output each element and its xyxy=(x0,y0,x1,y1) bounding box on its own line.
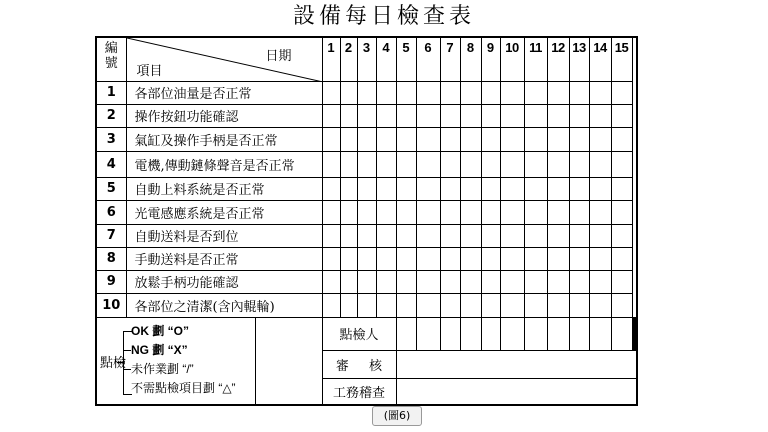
check-cell-day-9[interactable] xyxy=(481,127,500,151)
check-cell-day-14[interactable] xyxy=(589,104,611,127)
check-item-label: 光電感應系統是否正常 xyxy=(126,200,322,224)
check-cell-day-13[interactable] xyxy=(569,104,589,127)
day-header-15: 15 xyxy=(611,37,632,81)
number-header-label: 編 號 xyxy=(104,41,118,71)
table-row xyxy=(96,81,637,104)
inspector-sign-cell-day-4[interactable] xyxy=(460,317,481,350)
check-cell-day-5[interactable] xyxy=(396,200,416,224)
check-cell-day-9[interactable] xyxy=(481,104,500,127)
inspector-sign-cell-day-2[interactable] xyxy=(416,317,440,350)
inspector-sign-cell-day-7[interactable] xyxy=(524,317,547,350)
table-row xyxy=(96,151,637,177)
row-number: 1 xyxy=(96,81,126,104)
row-number: 8 xyxy=(96,247,126,270)
check-item-label: 各部位之清潔(含內輥輪) xyxy=(126,293,322,317)
check-cell-day-11[interactable] xyxy=(524,270,547,293)
check-cell-day-15[interactable] xyxy=(611,127,632,151)
legend-line: 不需點檢項目劃 “△” xyxy=(131,380,236,395)
number-header xyxy=(96,37,126,81)
check-cell-day-12[interactable] xyxy=(547,151,569,177)
inspector-sign-cell-day-15[interactable] xyxy=(635,317,637,350)
check-cell-day-6[interactable] xyxy=(416,177,440,200)
row-number: 10 xyxy=(96,293,126,317)
check-cell-day-3[interactable] xyxy=(357,81,376,104)
header-row xyxy=(96,37,637,81)
signature-label-inspector: 點檢人 xyxy=(322,317,396,350)
date-header-label: 日期 xyxy=(265,49,292,64)
check-cell-day-11[interactable] xyxy=(524,177,547,200)
check-cell-day-5[interactable] xyxy=(396,104,416,127)
check-cell-day-1[interactable] xyxy=(322,270,340,293)
legend-line: NG 劃 “X” xyxy=(131,342,188,357)
day-header-2: 2 xyxy=(340,37,357,81)
check-cell-day-12[interactable] xyxy=(547,224,569,247)
check-cell-day-2[interactable] xyxy=(340,104,357,127)
inspector-sign-cell-day-3[interactable] xyxy=(440,317,460,350)
check-cell-day-6[interactable] xyxy=(416,293,440,317)
check-cell-day-14[interactable] xyxy=(589,247,611,270)
check-cell-day-11[interactable] xyxy=(524,224,547,247)
check-cell-day-12[interactable] xyxy=(547,293,569,317)
check-cell-day-1[interactable] xyxy=(322,151,340,177)
check-cell-day-1[interactable] xyxy=(322,247,340,270)
check-cell-day-2[interactable] xyxy=(340,224,357,247)
check-cell-day-10[interactable] xyxy=(500,200,524,224)
check-cell-day-11[interactable] xyxy=(524,104,547,127)
row-number: 6 xyxy=(96,200,126,224)
day-header-12: 12 xyxy=(547,37,569,81)
check-cell-day-9[interactable] xyxy=(481,200,500,224)
check-cell-day-7[interactable] xyxy=(440,151,460,177)
check-cell-day-10[interactable] xyxy=(500,247,524,270)
legend-bracket xyxy=(117,362,123,363)
row-number: 7 xyxy=(96,224,126,247)
check-cell-day-11[interactable] xyxy=(524,247,547,270)
day-header-14: 14 xyxy=(589,37,611,81)
check-cell-day-7[interactable] xyxy=(440,81,460,104)
check-cell-day-6[interactable] xyxy=(416,81,440,104)
check-cell-day-4[interactable] xyxy=(376,224,396,247)
check-cell-day-10[interactable] xyxy=(500,104,524,127)
check-cell-day-12[interactable] xyxy=(547,81,569,104)
day-header-4: 4 xyxy=(376,37,396,81)
check-item-label: 自動上料系統是否正常 xyxy=(126,177,322,200)
check-cell-day-15[interactable] xyxy=(611,293,632,317)
inspector-sign-cell-day-8[interactable] xyxy=(547,317,569,350)
check-cell-day-8[interactable] xyxy=(460,270,481,293)
signature-label-reviewer: 審 核 xyxy=(322,350,396,378)
check-cell-day-3[interactable] xyxy=(357,293,376,317)
row-number: 5 xyxy=(96,177,126,200)
check-cell-day-11[interactable] xyxy=(524,81,547,104)
check-cell-day-13[interactable] xyxy=(569,293,589,317)
check-cell-day-8[interactable] xyxy=(460,224,481,247)
check-cell-day-4[interactable] xyxy=(376,104,396,127)
check-cell-day-14[interactable] xyxy=(589,200,611,224)
check-cell-day-15[interactable] xyxy=(611,104,632,127)
table-row xyxy=(96,224,637,247)
check-cell-day-4[interactable] xyxy=(376,270,396,293)
check-cell-day-9[interactable] xyxy=(481,81,500,104)
table-row xyxy=(96,247,637,270)
signature-field-reviewer[interactable] xyxy=(396,350,637,378)
check-cell-day-2[interactable] xyxy=(340,151,357,177)
check-cell-day-4[interactable] xyxy=(376,81,396,104)
check-cell-day-5[interactable] xyxy=(396,177,416,200)
legend-bracket xyxy=(123,350,131,351)
check-cell-day-8[interactable] xyxy=(460,177,481,200)
check-cell-day-9[interactable] xyxy=(481,247,500,270)
check-cell-day-10[interactable] xyxy=(500,177,524,200)
table-row xyxy=(96,200,637,224)
check-cell-day-15[interactable] xyxy=(611,247,632,270)
check-cell-day-14[interactable] xyxy=(589,293,611,317)
table-row xyxy=(96,127,637,151)
check-item-label: 電機,傳動鏈條聲音是否正常 xyxy=(126,151,322,177)
day-header-9: 9 xyxy=(481,37,500,81)
inspector-sign-cell-day-6[interactable] xyxy=(500,317,524,350)
check-cell-day-14[interactable] xyxy=(589,270,611,293)
check-cell-day-9[interactable] xyxy=(481,177,500,200)
table-row xyxy=(96,270,637,293)
check-cell-day-13[interactable] xyxy=(569,127,589,151)
check-cell-day-2[interactable] xyxy=(340,127,357,151)
row-number: 3 xyxy=(96,127,126,151)
check-cell-day-6[interactable] xyxy=(416,200,440,224)
check-cell-day-4[interactable] xyxy=(376,151,396,177)
check-cell-day-10[interactable] xyxy=(500,151,524,177)
check-cell-day-5[interactable] xyxy=(396,247,416,270)
check-cell-day-5[interactable] xyxy=(396,270,416,293)
check-cell-day-6[interactable] xyxy=(416,104,440,127)
check-cell-day-15[interactable] xyxy=(611,200,632,224)
legend-bracket xyxy=(123,369,131,370)
legend-line: 未作業劃 “/” xyxy=(131,361,194,376)
legend-divider xyxy=(255,318,256,405)
check-cell-day-7[interactable] xyxy=(440,127,460,151)
check-cell-day-14[interactable] xyxy=(589,81,611,104)
check-cell-day-6[interactable] xyxy=(416,127,440,151)
inspection-table xyxy=(95,36,638,406)
check-cell-day-1[interactable] xyxy=(322,127,340,151)
sheet-title: 設備每日檢查表 xyxy=(292,4,475,29)
legend-line: OK 劃 “O” xyxy=(131,323,190,338)
check-cell-day-2[interactable] xyxy=(340,81,357,104)
check-cell-day-2[interactable] xyxy=(340,270,357,293)
check-cell-day-3[interactable] xyxy=(357,270,376,293)
check-cell-day-8[interactable] xyxy=(460,200,481,224)
table-row xyxy=(96,104,637,127)
check-cell-day-9[interactable] xyxy=(481,270,500,293)
check-cell-day-10[interactable] xyxy=(500,224,524,247)
check-cell-day-3[interactable] xyxy=(357,104,376,127)
check-item-label: 自動送料是否到位 xyxy=(126,224,322,247)
check-cell-day-1[interactable] xyxy=(322,200,340,224)
check-cell-day-5[interactable] xyxy=(396,293,416,317)
check-cell-day-1[interactable] xyxy=(322,177,340,200)
inspector-sign-cell-day-5[interactable] xyxy=(481,317,500,350)
day-header-3: 3 xyxy=(357,37,376,81)
check-cell-day-14[interactable] xyxy=(589,177,611,200)
check-cell-day-13[interactable] xyxy=(569,224,589,247)
check-cell-day-7[interactable] xyxy=(440,177,460,200)
day-header-1: 1 xyxy=(322,37,340,81)
check-cell-day-7[interactable] xyxy=(440,200,460,224)
figure-caption: (圖6) xyxy=(372,406,422,426)
check-cell-day-7[interactable] xyxy=(440,104,460,127)
check-cell-day-15[interactable] xyxy=(611,151,632,177)
check-cell-day-4[interactable] xyxy=(376,127,396,151)
table-row xyxy=(96,293,637,317)
date-item-header xyxy=(126,37,322,81)
day-header-6: 6 xyxy=(416,37,440,81)
check-cell-day-12[interactable] xyxy=(547,177,569,200)
check-item-label: 手動送料是否正常 xyxy=(126,247,322,270)
check-cell-day-12[interactable] xyxy=(547,104,569,127)
row-number: 9 xyxy=(96,270,126,293)
check-cell-day-5[interactable] xyxy=(396,81,416,104)
check-cell-day-3[interactable] xyxy=(357,177,376,200)
check-cell-day-12[interactable] xyxy=(547,270,569,293)
check-cell-day-3[interactable] xyxy=(357,200,376,224)
legend-cell xyxy=(96,317,322,405)
check-cell-day-2[interactable] xyxy=(340,247,357,270)
check-cell-day-4[interactable] xyxy=(376,177,396,200)
check-cell-day-7[interactable] xyxy=(440,224,460,247)
check-cell-day-11[interactable] xyxy=(524,200,547,224)
legend-label: 點檢 xyxy=(100,355,127,371)
legend-list xyxy=(131,322,236,398)
check-cell-day-9[interactable] xyxy=(481,293,500,317)
check-item-label: 放鬆手柄功能確認 xyxy=(126,270,322,293)
check-cell-day-13[interactable] xyxy=(569,200,589,224)
check-cell-day-6[interactable] xyxy=(416,247,440,270)
check-cell-day-9[interactable] xyxy=(481,151,500,177)
check-cell-day-15[interactable] xyxy=(611,81,632,104)
check-cell-day-10[interactable] xyxy=(500,293,524,317)
row-number: 4 xyxy=(96,151,126,177)
check-cell-day-2[interactable] xyxy=(340,177,357,200)
check-cell-day-6[interactable] xyxy=(416,151,440,177)
signature-field-clerk[interactable] xyxy=(396,378,637,405)
check-cell-day-13[interactable] xyxy=(569,151,589,177)
item-header-label: 項目 xyxy=(136,64,163,79)
check-cell-day-3[interactable] xyxy=(357,247,376,270)
signature-label-clerk: 工務稽查 xyxy=(322,378,396,405)
check-cell-day-10[interactable] xyxy=(500,81,524,104)
day-header-11: 11 xyxy=(524,37,547,81)
day-header-13: 13 xyxy=(569,37,589,81)
check-cell-day-3[interactable] xyxy=(357,224,376,247)
check-cell-day-7[interactable] xyxy=(440,247,460,270)
check-cell-day-6[interactable] xyxy=(416,224,440,247)
check-cell-day-7[interactable] xyxy=(440,293,460,317)
inspector-sign-cell-day-11[interactable] xyxy=(611,317,632,350)
check-cell-day-15[interactable] xyxy=(611,177,632,200)
check-cell-day-7[interactable] xyxy=(440,270,460,293)
check-cell-day-8[interactable] xyxy=(460,293,481,317)
check-cell-day-13[interactable] xyxy=(569,177,589,200)
check-cell-day-1[interactable] xyxy=(322,224,340,247)
check-cell-day-10[interactable] xyxy=(500,270,524,293)
check-cell-day-1[interactable] xyxy=(322,81,340,104)
check-cell-day-5[interactable] xyxy=(396,224,416,247)
check-cell-day-13[interactable] xyxy=(569,270,589,293)
check-cell-day-5[interactable] xyxy=(396,151,416,177)
check-cell-day-4[interactable] xyxy=(376,200,396,224)
check-cell-day-12[interactable] xyxy=(547,127,569,151)
check-cell-day-2[interactable] xyxy=(340,200,357,224)
check-cell-day-4[interactable] xyxy=(376,293,396,317)
check-cell-day-11[interactable] xyxy=(524,127,547,151)
table-row xyxy=(96,177,637,200)
check-cell-day-1[interactable] xyxy=(322,293,340,317)
check-cell-day-12[interactable] xyxy=(547,200,569,224)
check-cell-day-1[interactable] xyxy=(322,104,340,127)
check-cell-day-11[interactable] xyxy=(524,151,547,177)
day-header-10: 10 xyxy=(500,37,524,81)
check-cell-day-10[interactable] xyxy=(500,127,524,151)
check-cell-day-8[interactable] xyxy=(460,151,481,177)
inspector-sign-cell-day-1[interactable] xyxy=(396,317,416,350)
check-cell-day-14[interactable] xyxy=(589,151,611,177)
check-cell-day-5[interactable] xyxy=(396,127,416,151)
day-header-7: 7 xyxy=(440,37,460,81)
check-cell-day-8[interactable] xyxy=(460,81,481,104)
check-cell-day-8[interactable] xyxy=(460,247,481,270)
check-cell-day-12[interactable] xyxy=(547,247,569,270)
check-cell-day-4[interactable] xyxy=(376,247,396,270)
check-cell-day-3[interactable] xyxy=(357,127,376,151)
check-cell-day-2[interactable] xyxy=(340,293,357,317)
row-number: 2 xyxy=(96,104,126,127)
check-cell-day-13[interactable] xyxy=(569,81,589,104)
day-header-5: 5 xyxy=(396,37,416,81)
check-cell-day-6[interactable] xyxy=(416,270,440,293)
check-cell-day-8[interactable] xyxy=(460,127,481,151)
check-cell-day-3[interactable] xyxy=(357,151,376,177)
check-item-label: 氣缸及操作手柄是否正常 xyxy=(126,127,322,151)
check-cell-day-14[interactable] xyxy=(589,224,611,247)
check-cell-day-9[interactable] xyxy=(481,224,500,247)
check-cell-day-14[interactable] xyxy=(589,127,611,151)
check-item-label: 操作按鈕功能確認 xyxy=(126,104,322,127)
check-item-label: 各部位油量是否正常 xyxy=(126,81,322,104)
inspector-sign-cell-day-9[interactable] xyxy=(569,317,589,350)
check-cell-day-15[interactable] xyxy=(611,224,632,247)
check-cell-day-13[interactable] xyxy=(569,247,589,270)
day-header-8: 8 xyxy=(460,37,481,81)
inspector-sign-cell-day-10[interactable] xyxy=(589,317,611,350)
check-cell-day-8[interactable] xyxy=(460,104,481,127)
signature-row xyxy=(96,317,637,350)
check-cell-day-11[interactable] xyxy=(524,293,547,317)
check-cell-day-15[interactable] xyxy=(611,270,632,293)
